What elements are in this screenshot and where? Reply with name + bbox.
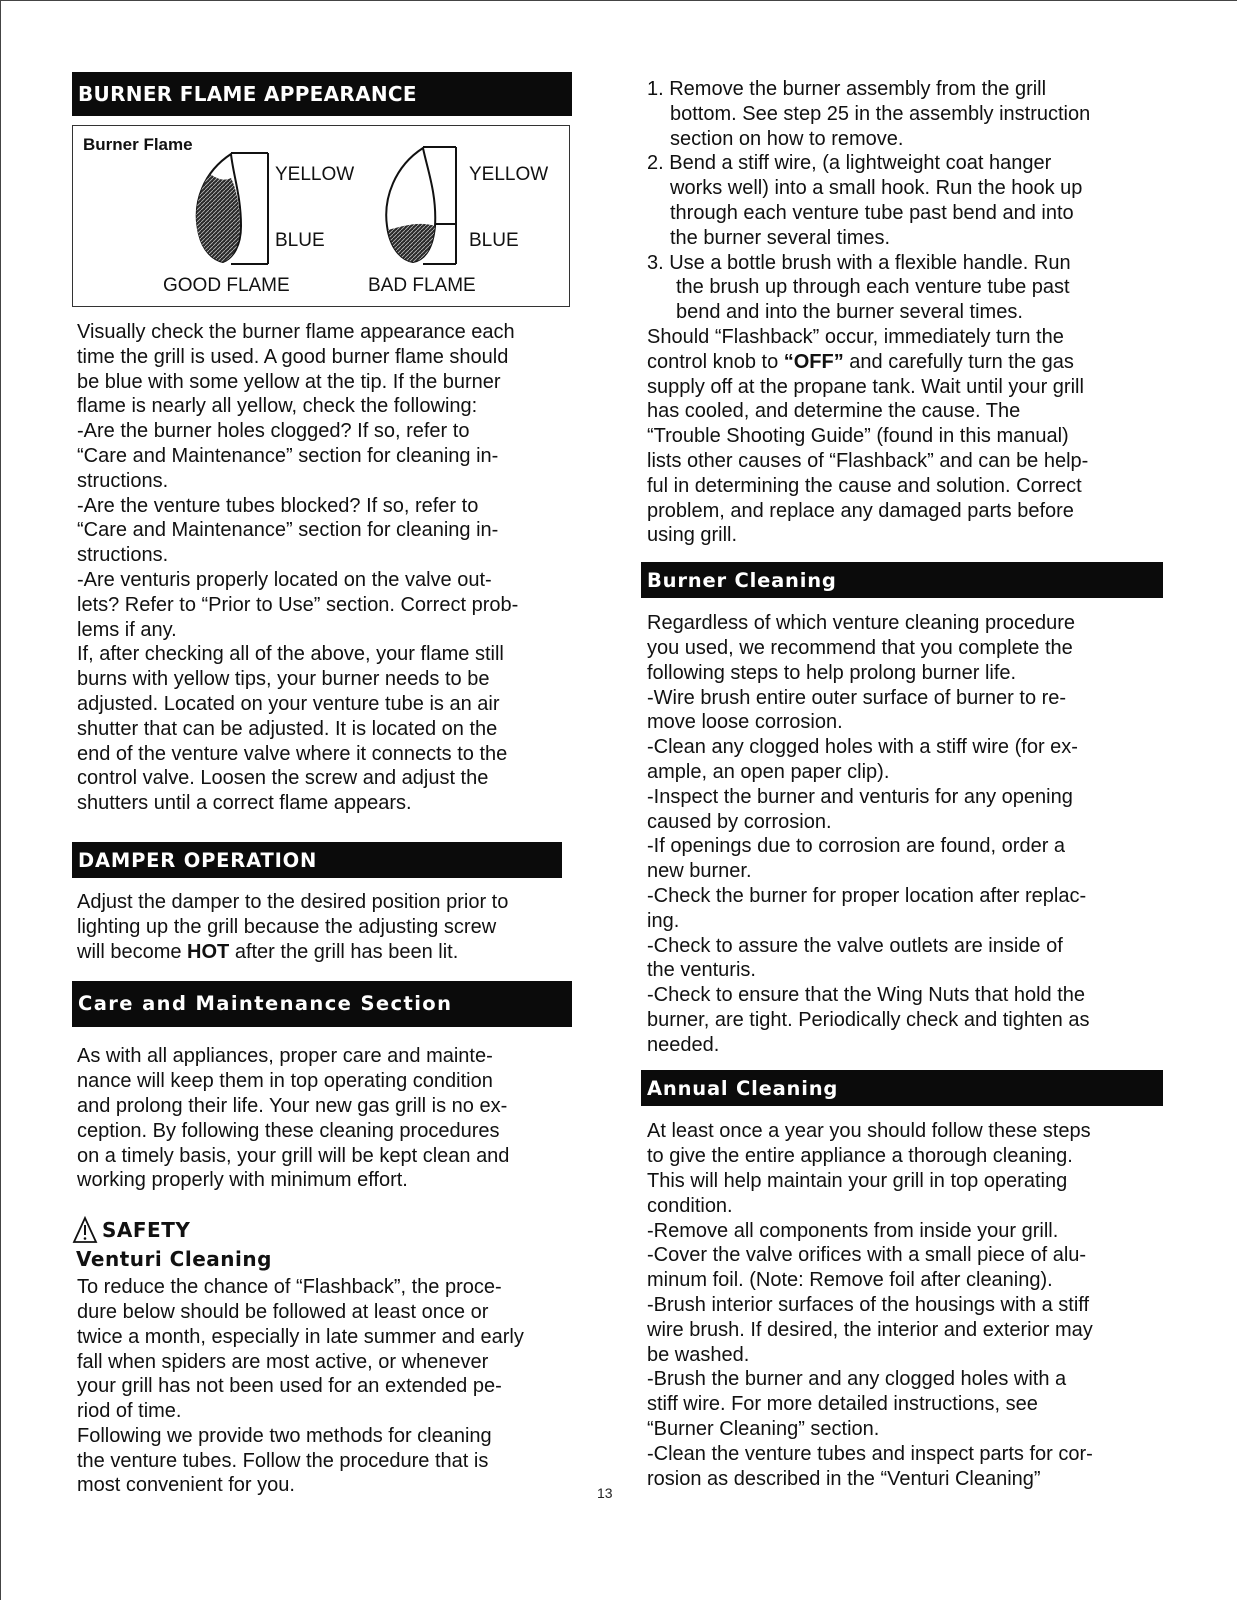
text-line: caused by corrosion.: [647, 810, 832, 833]
text-line: Following we provide two methods for cleaning: [77, 1424, 492, 1447]
text-line: wire brush. If desired, the interior and exterior may: [647, 1318, 1093, 1341]
page-border-top: [0, 0, 1237, 1]
text-line: lems if any.: [77, 618, 177, 641]
good-flame-caption: GOOD FLAME: [163, 275, 290, 296]
text-line: be blue with some yellow at the tip. If the burner: [77, 370, 501, 393]
text-line: ample, an open paper clip).: [647, 760, 890, 783]
left-column: [72, 72, 572, 1498]
text-line: control valve. Loosen the screw and adjust the: [77, 767, 489, 790]
text-line: -Check the burner for proper location after replac-: [647, 884, 1087, 907]
text-span: control knob to: [647, 350, 784, 373]
text-line: ful in determining the cause and solution. Correct: [647, 474, 1082, 497]
care-section-header: Care and Maintenance Section: [72, 981, 572, 1027]
text-span: will become: [77, 940, 188, 963]
text-line: ception. By following these cleaning procedures: [77, 1119, 500, 1142]
text-line: move loose corrosion.: [647, 711, 843, 734]
text-line: your grill has not been used for an extended pe-: [77, 1375, 502, 1398]
text-line: be washed.: [647, 1343, 750, 1366]
text-line: -Remove all components from inside your grill.: [647, 1219, 1059, 1242]
text-line: -Wire brush entire outer surface of burner to re-: [647, 686, 1067, 709]
damper-instructions: [72, 890, 572, 964]
text-line: shutters until a correct flame appears.: [77, 792, 412, 815]
text-line: -Are the venture tubes blocked? If so, refer to: [77, 494, 479, 517]
text-line: As with all appliances, proper care and mainte-: [77, 1045, 493, 1068]
good-blue-label: BLUE: [275, 230, 325, 251]
text-line: -Are venturis properly located on the valve out-: [77, 568, 492, 591]
text-line: section on how to remove.: [670, 127, 904, 150]
text-line: 1. Remove the burner assembly from the grill: [647, 78, 1047, 100]
text-line: Regardless of which venture cleaning procedure: [647, 612, 1076, 635]
text-line: you used, we recommend that you complete the: [647, 636, 1073, 659]
text-line: burns with yellow tips, your burner needs to be: [77, 668, 490, 691]
damper-section-header: DAMPER OPERATION: [72, 842, 562, 878]
text-line: stiff wire. For more detailed instructions, see: [647, 1393, 1038, 1416]
safety-word: SAFETY: [102, 1218, 191, 1243]
text-line: -Clean the venture tubes and inspect parts for cor-: [647, 1442, 1093, 1465]
burner-cleaning-header: Burner Cleaning: [641, 562, 1163, 598]
text-line: At least once a year you should follow these steps: [647, 1120, 1091, 1143]
text-line: structions.: [77, 469, 169, 492]
good-flame-icon: [196, 153, 268, 264]
text-line: and prolong their life. Your new gas grill is no ex-: [77, 1094, 508, 1117]
hot-emphasis: HOT: [187, 940, 230, 963]
text-line: following steps to help prolong burner life.: [647, 661, 1017, 684]
text-line: ing.: [647, 909, 680, 932]
care-intro: [72, 1044, 572, 1193]
off-emphasis: “OFF”: [783, 350, 844, 373]
text-line: -If openings due to corrosion are found, order a: [647, 835, 1066, 858]
bad-flame-caption: BAD FLAME: [368, 275, 476, 296]
text-line: minum foil. (Note: Remove foil after cleaning).: [647, 1269, 1053, 1292]
flame-instructions: [72, 320, 572, 816]
text-line: bottom. See step 25 in the assembly instruction: [670, 102, 1091, 125]
page-number: 13: [597, 1485, 613, 1501]
text-line: the brush up through each venture tube past: [676, 276, 1070, 299]
text-line: “Care and Maintenance” section for cleaning in-: [77, 444, 499, 467]
text-line: works well) into a small hook. Run the hook up: [670, 177, 1083, 200]
text-line: problem, and replace any damaged parts before: [647, 499, 1074, 522]
text-line: Adjust the damper to the desired position prior to: [77, 890, 509, 913]
text-span: after the grill has been lit.: [229, 940, 459, 963]
text-line: This will help maintain your grill in top operating: [647, 1170, 1068, 1193]
text-line: -Are the burner holes clogged? If so, refer to: [77, 420, 470, 443]
burner-cleaning-text: [641, 611, 1163, 1057]
bad-blue-label: BLUE: [469, 230, 519, 251]
text-line: time the grill is used. A good burner flame should: [77, 345, 509, 368]
text-line: burner, are tight. Periodically check and tighten as: [647, 1008, 1090, 1031]
text-line: -Brush the burner and any clogged holes with a: [647, 1368, 1067, 1391]
text-line: Should “Flashback” occur, immediately turn the: [647, 325, 1064, 348]
text-line: nance will keep them in top operating condition: [77, 1070, 493, 1093]
text-line: -Clean any clogged holes with a stiff wire (for ex-: [647, 736, 1078, 759]
text-line: riod of time.: [77, 1400, 182, 1423]
diagram-title: Burner Flame: [83, 135, 193, 154]
text-line: bend and into the burner several times.: [676, 301, 1023, 324]
text-line: to give the entire appliance a thorough cleaning.: [647, 1145, 1073, 1168]
text-line: lighting up the grill because the adjusting screw: [77, 915, 497, 938]
flame-section-header: BURNER FLAME APPEARANCE: [72, 72, 572, 116]
text-line: the venturis.: [647, 959, 756, 982]
bad-flame-icon: [386, 147, 456, 264]
text-line: 3. Use a bottle brush with a flexible handle. Run: [647, 251, 1071, 274]
text-line: using grill.: [647, 524, 738, 547]
text-line: “Care and Maintenance” section for cleaning in-: [77, 519, 499, 542]
burner-flame-diagram: [72, 125, 570, 307]
text-line: working properly with minimum effort.: [77, 1169, 408, 1192]
text-line: [77, 940, 572, 965]
text-line: the venture tubes. Follow the procedure that is: [77, 1449, 489, 1472]
text-line: If, after checking all of the above, your flame still: [77, 643, 504, 666]
text-line: -Check to ensure that the Wing Nuts that hold the: [647, 984, 1086, 1007]
venturi-instructions: [72, 1275, 572, 1498]
warning-triangle-icon: [72, 1216, 98, 1244]
venturi-cleaning-title: Venturi Cleaning: [76, 1247, 272, 1272]
good-yellow-label: YELLOW: [275, 164, 355, 185]
page-border-left: [0, 0, 1, 1600]
text-line: -Cover the valve orifices with a small piece of alu-: [647, 1244, 1087, 1267]
text-line: has cooled, and determine the cause. The: [647, 400, 1021, 423]
text-line: -Check to assure the valve outlets are inside of: [647, 934, 1063, 957]
text-line: twice a month, especially in late summer and early: [77, 1325, 524, 1348]
text-line: [647, 350, 1163, 375]
text-line: through each venture tube past bend and into: [670, 201, 1074, 224]
text-line: shutter that can be adjusted. It is located on the: [77, 717, 498, 740]
safety-label: [72, 1215, 572, 1245]
text-line: supply off at the propane tank. Wait until your grill: [647, 375, 1084, 398]
text-line: the burner several times.: [670, 226, 891, 249]
text-line: new burner.: [647, 860, 752, 883]
text-line: flame is nearly all yellow, check the following:: [77, 395, 478, 418]
text-line: needed.: [647, 1033, 720, 1056]
right-column: [641, 77, 1163, 1491]
text-line: most convenient for you.: [77, 1474, 295, 1497]
text-line: fall when spiders are most active, or whenever: [77, 1350, 489, 1373]
text-line: adjusted. Located on your venture tube is an air: [77, 692, 500, 715]
text-line: condition.: [647, 1194, 733, 1217]
text-line: lists other causes of “Flashback” and can be help-: [647, 449, 1089, 472]
text-line: lets? Refer to “Prior to Use” section. Correct prob-: [77, 593, 519, 616]
annual-cleaning-header: Annual Cleaning: [641, 1070, 1163, 1106]
text-line: To reduce the chance of “Flashback”, the proce-: [77, 1276, 502, 1299]
text-span: and carefully turn the gas: [843, 350, 1074, 373]
text-line: on a timely basis, your grill will be kept clean and: [77, 1144, 510, 1167]
cleaning-steps: [641, 77, 1163, 548]
text-line: dure below should be followed at least once or: [77, 1300, 489, 1323]
text-line: -Brush interior surfaces of the housings with a stiff: [647, 1294, 1090, 1317]
text-line: “Trouble Shooting Guide” (found in this manual): [647, 425, 1069, 448]
text-line: Visually check the burner flame appearance each: [77, 321, 515, 343]
text-line: end of the venture valve where it connects to the: [77, 742, 508, 765]
flame-illustration: [73, 126, 571, 308]
text-line: structions.: [77, 544, 169, 567]
annual-cleaning-text: [641, 1119, 1163, 1491]
text-line: 2. Bend a stiff wire, (a lightweight coat hanger: [647, 152, 1052, 175]
text-line: -Inspect the burner and venturis for any opening: [647, 785, 1073, 808]
text-line: rosion as described in the “Venturi Cleaning”: [647, 1467, 1041, 1490]
bad-yellow-label: YELLOW: [469, 164, 549, 185]
text-line: “Burner Cleaning” section.: [647, 1418, 880, 1441]
